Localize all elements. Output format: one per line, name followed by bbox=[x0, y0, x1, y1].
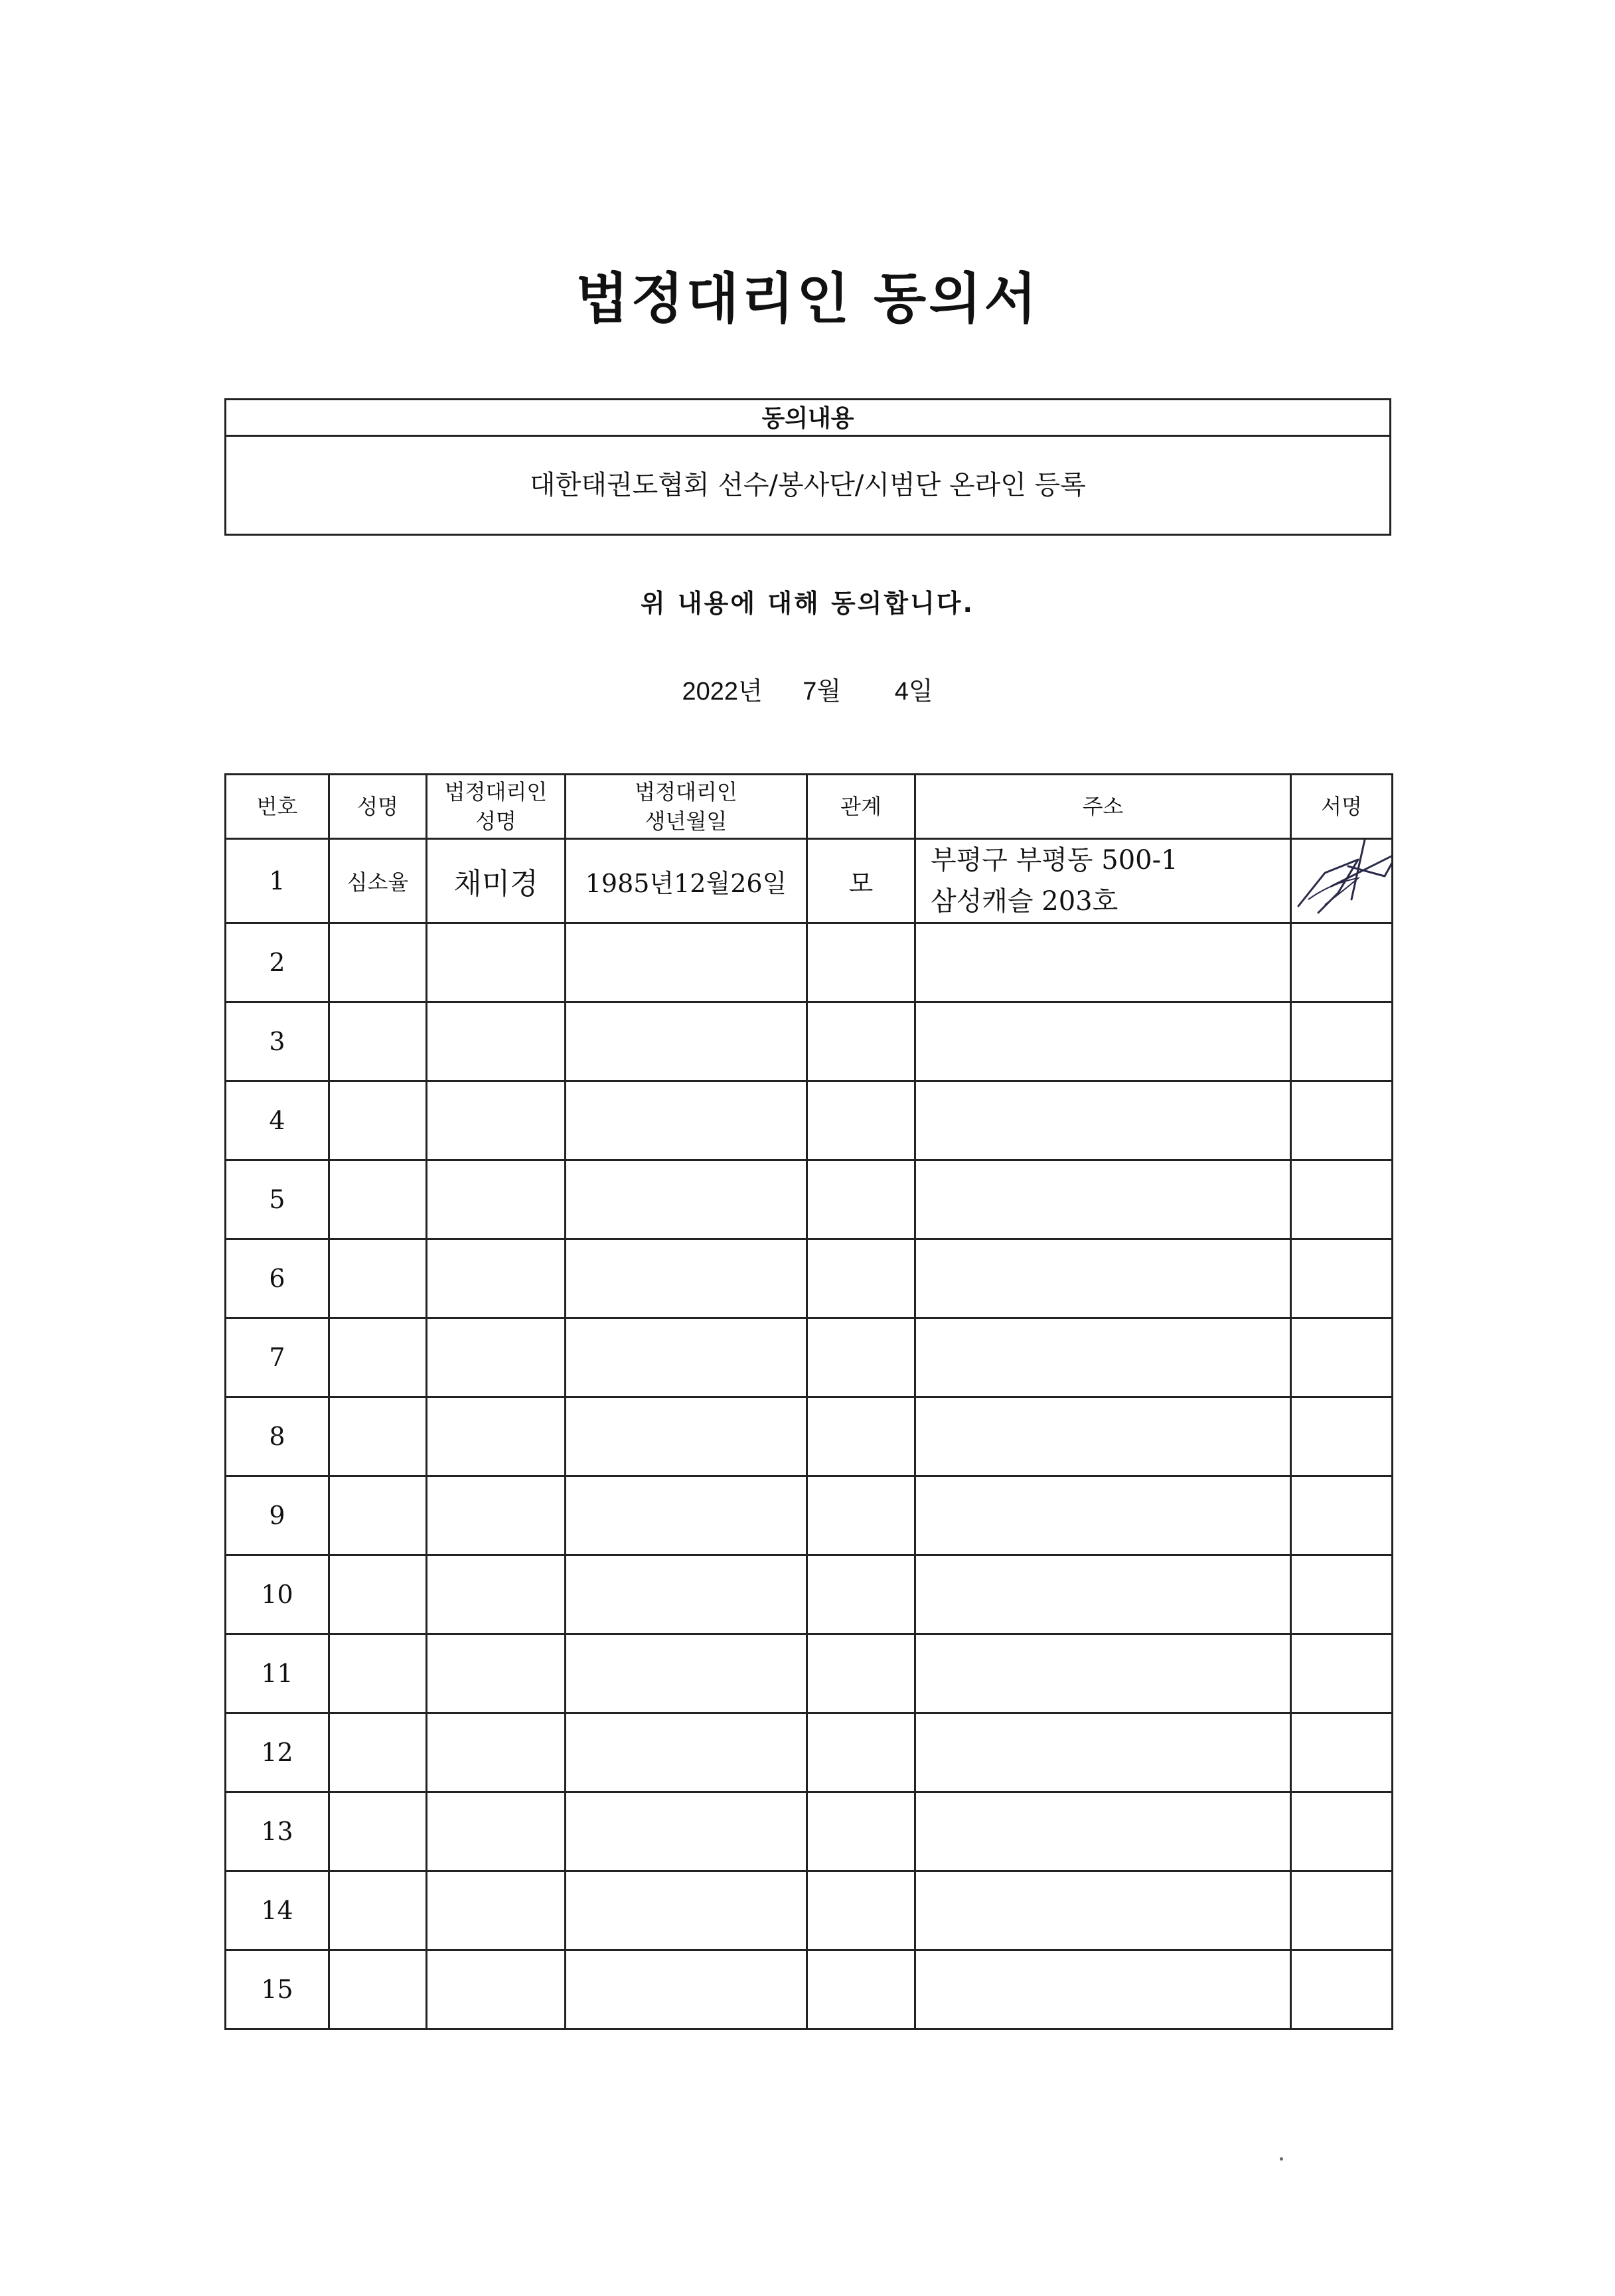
cell-name bbox=[329, 1318, 427, 1397]
cell-name bbox=[329, 1950, 427, 2029]
cell-no: 15 bbox=[226, 1950, 329, 2029]
cell-guardian-birth bbox=[566, 1555, 807, 1634]
cell-address bbox=[915, 1871, 1291, 1950]
cell-no: 7 bbox=[226, 1318, 329, 1397]
cell-address bbox=[915, 1239, 1291, 1318]
cell-no: 11 bbox=[226, 1634, 329, 1713]
date-day: 4일 bbox=[894, 678, 933, 706]
cell-name bbox=[329, 1160, 427, 1239]
table-row bbox=[226, 1476, 1393, 1555]
cell-guardian-name bbox=[427, 1239, 566, 1318]
cell-name: 심소율 bbox=[329, 839, 427, 923]
header-relation: 관계 bbox=[807, 775, 915, 839]
cell-guardian-name bbox=[427, 1871, 566, 1950]
cell-guardian-name bbox=[427, 1555, 566, 1634]
header-guardian-birth bbox=[566, 775, 807, 839]
cell-guardian-name bbox=[427, 1002, 566, 1081]
cell-no: 10 bbox=[226, 1555, 329, 1634]
cell-signature bbox=[1291, 1160, 1393, 1239]
cell-name bbox=[329, 1634, 427, 1713]
cell-guardian-birth bbox=[566, 1713, 807, 1792]
cell-guardian-birth bbox=[566, 1792, 807, 1871]
cell-relation bbox=[807, 1239, 915, 1318]
header-guardian-birth-line1: 법정대리인 bbox=[635, 779, 737, 804]
cell-relation bbox=[807, 1397, 915, 1476]
cell-guardian-name bbox=[427, 1160, 566, 1239]
header-address: 주소 bbox=[915, 775, 1291, 839]
cell-address bbox=[915, 1950, 1291, 2029]
cell-guardian-name bbox=[427, 1476, 566, 1555]
table-header-row bbox=[226, 775, 1393, 839]
header-guardian-name-line2: 성명 bbox=[475, 808, 516, 834]
cell-address bbox=[915, 1081, 1291, 1160]
cell-guardian-name bbox=[427, 1792, 566, 1871]
cell-guardian-birth bbox=[566, 923, 807, 1002]
cell-signature bbox=[1291, 1318, 1393, 1397]
cell-name bbox=[329, 1397, 427, 1476]
table-row bbox=[226, 1397, 1393, 1476]
guardian-table bbox=[224, 773, 1393, 2030]
cell-relation bbox=[807, 1634, 915, 1713]
cell-relation bbox=[807, 1476, 915, 1555]
cell-signature bbox=[1291, 1476, 1393, 1555]
table-row bbox=[226, 1950, 1393, 2029]
cell-name bbox=[329, 923, 427, 1002]
cell-address bbox=[915, 1555, 1291, 1634]
table-row bbox=[226, 1713, 1393, 1792]
cell-name bbox=[329, 1239, 427, 1318]
consent-date bbox=[0, 670, 1615, 707]
consent-box bbox=[224, 398, 1391, 536]
cell-name bbox=[329, 1555, 427, 1634]
cell-address bbox=[915, 1002, 1291, 1081]
table-row bbox=[226, 1318, 1393, 1397]
cell-guardian-name bbox=[427, 1318, 566, 1397]
cell-name bbox=[329, 1871, 427, 1950]
cell-guardian-birth bbox=[566, 1239, 807, 1318]
cell-relation bbox=[807, 1950, 915, 2029]
cell-guardian-birth bbox=[566, 1002, 807, 1081]
cell-address bbox=[915, 1318, 1291, 1397]
cell-relation bbox=[807, 1318, 915, 1397]
cell-address bbox=[915, 1160, 1291, 1239]
cell-relation bbox=[807, 923, 915, 1002]
table-row bbox=[226, 1634, 1393, 1713]
date-year: 2022년 bbox=[682, 678, 763, 706]
cell-address bbox=[915, 923, 1291, 1002]
cell-address bbox=[915, 839, 1291, 923]
cell-relation bbox=[807, 1081, 915, 1160]
cell-signature bbox=[1291, 1792, 1393, 1871]
cell-guardian-name bbox=[427, 1634, 566, 1713]
cell-signature bbox=[1291, 1002, 1393, 1081]
scan-speck bbox=[1280, 2157, 1283, 2161]
cell-signature bbox=[1291, 839, 1393, 923]
cell-signature bbox=[1291, 1397, 1393, 1476]
cell-name bbox=[329, 1002, 427, 1081]
cell-signature bbox=[1291, 1950, 1393, 2029]
cell-address bbox=[915, 1713, 1291, 1792]
cell-signature bbox=[1291, 1634, 1393, 1713]
address-line1: 부평구 부평동 500-1 bbox=[931, 845, 1178, 876]
cell-no: 12 bbox=[226, 1713, 329, 1792]
cell-guardian-birth bbox=[566, 1318, 807, 1397]
cell-relation bbox=[807, 1160, 915, 1239]
cell-address bbox=[915, 1792, 1291, 1871]
header-guardian-name bbox=[427, 775, 566, 839]
cell-signature bbox=[1291, 1081, 1393, 1160]
table-row bbox=[226, 1792, 1393, 1871]
agree-statement: 위 내용에 대해 동의합니다. bbox=[641, 589, 974, 618]
cell-signature bbox=[1291, 1871, 1393, 1950]
consent-content: 대한태권도협회 선수/봉사단/시범단 온라인 등록 bbox=[530, 470, 1086, 500]
header-no: 번호 bbox=[226, 775, 329, 839]
cell-no: 1 bbox=[226, 839, 329, 923]
table-row bbox=[226, 1081, 1393, 1160]
cell-name bbox=[329, 1713, 427, 1792]
cell-guardian-birth bbox=[566, 1476, 807, 1555]
cell-name bbox=[329, 1081, 427, 1160]
table-row bbox=[226, 1002, 1393, 1081]
cell-guardian-birth bbox=[566, 1397, 807, 1476]
address-line2: 삼성캐슬 203호 bbox=[931, 886, 1118, 917]
cell-guardian-birth bbox=[566, 1634, 807, 1713]
cell-no: 8 bbox=[226, 1397, 329, 1476]
cell-no: 2 bbox=[226, 923, 329, 1002]
cell-relation: 모 bbox=[807, 839, 915, 923]
cell-relation bbox=[807, 1555, 915, 1634]
handwritten-signature bbox=[1291, 839, 1393, 923]
table-row bbox=[226, 1239, 1393, 1318]
cell-guardian-birth: 1985년12월26일 bbox=[566, 839, 807, 923]
cell-address bbox=[915, 1397, 1291, 1476]
cell-no: 9 bbox=[226, 1476, 329, 1555]
cell-signature bbox=[1291, 1239, 1393, 1318]
table-row bbox=[226, 923, 1393, 1002]
cell-relation bbox=[807, 1002, 915, 1081]
cell-no: 13 bbox=[226, 1792, 329, 1871]
date-month: 7월 bbox=[803, 678, 842, 706]
cell-relation bbox=[807, 1713, 915, 1792]
cell-name bbox=[329, 1476, 427, 1555]
table-row bbox=[226, 1160, 1393, 1239]
cell-guardian-birth bbox=[566, 1081, 807, 1160]
cell-no: 6 bbox=[226, 1239, 329, 1318]
cell-no: 5 bbox=[226, 1160, 329, 1239]
table-row bbox=[226, 839, 1393, 923]
cell-relation bbox=[807, 1871, 915, 1950]
header-guardian-birth-line2: 생년월일 bbox=[645, 808, 728, 834]
cell-guardian-name bbox=[427, 923, 566, 1002]
cell-address bbox=[915, 1634, 1291, 1713]
table-row bbox=[226, 1555, 1393, 1634]
cell-guardian-name: 채미경 bbox=[427, 839, 566, 923]
document-title: 법정대리인 동의서 bbox=[576, 268, 1039, 331]
header-signature: 서명 bbox=[1291, 775, 1393, 839]
cell-guardian-birth bbox=[566, 1871, 807, 1950]
cell-name bbox=[329, 1792, 427, 1871]
consent-header: 동의내용 bbox=[226, 400, 1389, 437]
cell-signature bbox=[1291, 923, 1393, 1002]
cell-signature bbox=[1291, 1713, 1393, 1792]
cell-guardian-name bbox=[427, 1081, 566, 1160]
cell-guardian-birth bbox=[566, 1160, 807, 1239]
cell-guardian-name bbox=[427, 1397, 566, 1476]
cell-no: 4 bbox=[226, 1081, 329, 1160]
header-name: 성명 bbox=[329, 775, 427, 839]
cell-no: 3 bbox=[226, 1002, 329, 1081]
cell-guardian-birth bbox=[566, 1950, 807, 2029]
cell-address bbox=[915, 1476, 1291, 1555]
table-row bbox=[226, 1871, 1393, 1950]
cell-guardian-name bbox=[427, 1950, 566, 2029]
cell-no: 14 bbox=[226, 1871, 329, 1950]
header-guardian-name-line1: 법정대리인 bbox=[444, 779, 548, 804]
cell-relation bbox=[807, 1792, 915, 1871]
cell-guardian-name bbox=[427, 1713, 566, 1792]
cell-signature bbox=[1291, 1555, 1393, 1634]
